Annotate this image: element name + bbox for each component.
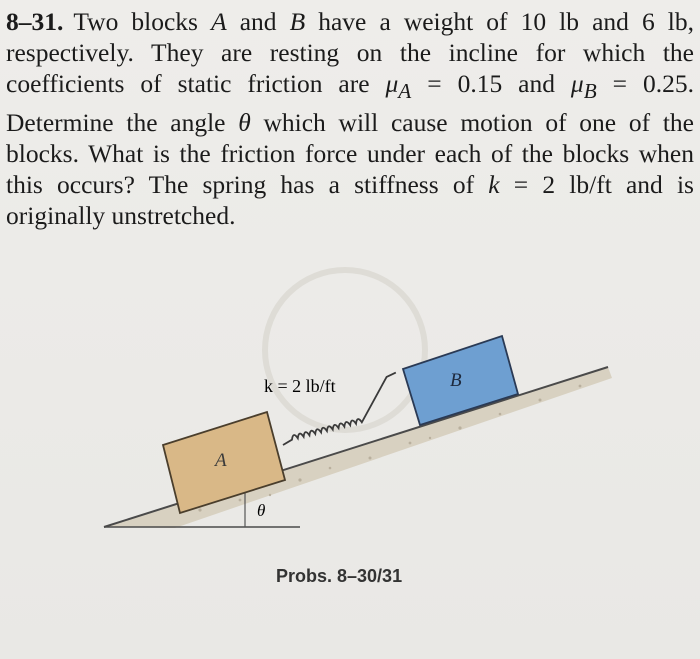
mu-a-value: = 0.15 and [411, 69, 571, 98]
block-a-ref: A [211, 7, 227, 36]
problem-text: have a weight of 10 lb and 6 lb, respectively. They are resting on the incline for which the coefficients of static friction are [6, 7, 694, 98]
theta-symbol: θ [238, 108, 251, 138]
problem-text: which will cause motion of one of the blocks. What is the friction force under each of the blocks when this occurs? The spring has a stiffness of [6, 108, 694, 200]
watermark-circle [265, 270, 425, 430]
block-b-label: B [450, 370, 462, 391]
mu-a-subscript: A [398, 79, 412, 104]
mu-b-value: = 0.25. Determine the angle [6, 69, 695, 138]
mu-b-symbol: μ [570, 69, 584, 98]
incline-figure [0, 250, 700, 560]
block-b-ref: B [289, 7, 306, 36]
k-value: = 2 lb/ft and is originally unstretched. [6, 170, 694, 231]
problem-paragraph [6, 6, 694, 231]
problem-text: and [226, 7, 290, 36]
mu-b-subscript: B [583, 79, 597, 104]
mu-a-symbol: μ [385, 69, 399, 98]
k-symbol: k [488, 170, 500, 200]
angle-label: θ [257, 501, 266, 520]
problem-text: Two blocks [73, 7, 212, 36]
block-a-label: A [215, 450, 227, 471]
problem-statement [6, 6, 694, 231]
problem-number: 8–31. [6, 7, 64, 36]
figure-caption: Probs. 8–30/31 [276, 566, 403, 586]
spring-label: k = 2 lb/ft [264, 376, 336, 396]
